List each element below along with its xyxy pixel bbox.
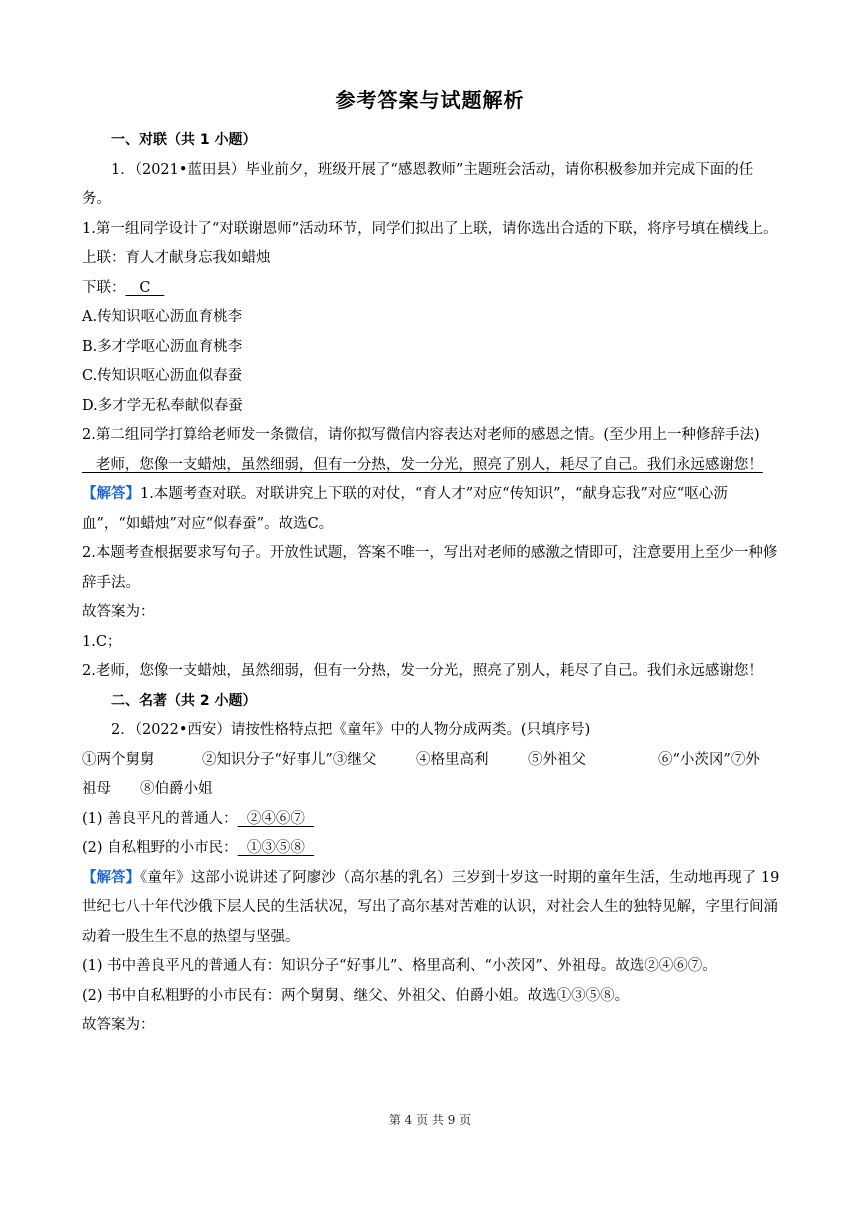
question-2-stem: 2．（2022•西安）请按性格特点把《童年》中的人物分成两类。(只填序号) xyxy=(111,722,591,738)
document-body xyxy=(82,126,780,1041)
analysis-2: 2.本题考查根据要求写句子。开放性试题，答案不唯一，写出对老师的感激之情即可，注意要用上至少一种修辞手法。 xyxy=(82,545,778,591)
group-2-answer: ①③⑤⑧ xyxy=(237,840,315,856)
option-d: D.多才学无私奉献似春蚕 xyxy=(82,397,243,414)
analysis-tag: 【解答】 xyxy=(82,869,140,886)
character-item: ⑤外祖父 xyxy=(528,751,586,768)
group-1 xyxy=(82,805,780,835)
answer-intro-1: 故答案为： xyxy=(82,604,155,620)
analysis-q2 xyxy=(82,864,780,953)
question-1-sub2: 2.第二组同学打算给老师发一条微信，请你拟写微信内容表达对老师的感恩之情。(至少用上一种修辞手法) xyxy=(82,427,760,443)
analysis-q2-text: 《童年》这部小说讲述了阿廖沙（高尔基的乳名）三岁到十岁这一时期的童年生活，生动地再现了 19 世纪七八十年代沙俄下层人民的生活状况，写出了高尔基对苦难的认识，对社会人生的独特见解，字里行间涌动着一股生生不息的热望与坚强。 xyxy=(82,869,780,945)
option-b: B.多才学呕心沥血育桃李 xyxy=(82,338,243,355)
analysis-tag: 【解答】 xyxy=(82,486,140,502)
answer-1: 1.C； xyxy=(82,633,122,650)
character-item: ②知识分子“好事儿”③继父 xyxy=(202,751,377,768)
page-title: 参考答案与试题解析 xyxy=(335,88,525,112)
option-a: A.传知识呕心沥血育桃李 xyxy=(82,309,243,325)
group-2 xyxy=(82,834,780,864)
question-1-sub1: 1.第一组同学设计了“对联谢恩师”活动环节，同学们拟出了上联，请你选出合适的下联，将序号填在横线上。 xyxy=(82,220,778,237)
analysis-1-text: 1.本题考查对联。对联讲究上下联的对仗，“育人才”对应“传知识”，“献身忘我”对应“呕心沥血”，“如蜡烛”对应“似春蚕”。故选C。 xyxy=(82,486,728,532)
character-list xyxy=(82,746,780,776)
section-heading-couplet: 一、对联（共 1 小题） xyxy=(111,132,257,148)
analysis-q2-p2: (2) 书中自私粗野的小市民有：两个舅舅、继父、外祖父、伯爵小姐。故选①③⑤⑧。 xyxy=(82,987,630,1004)
answer-2: 2.老师，您像一支蜡烛，虽然细弱，但有一分热，发一分光，照亮了别人，耗尽了自己。我们永远感谢您！ xyxy=(82,663,763,679)
lower-couplet-answer: C xyxy=(125,279,165,296)
group-1-label: (1) 善良平凡的普通人： xyxy=(82,810,238,827)
group-1-answer: ②④⑥⑦ xyxy=(237,810,315,827)
question-1-stem: 1．（2021•蓝田县）毕业前夕，班级开展了“感恩教师”主题班会活动，请你积极参加并完成下面的任务。 xyxy=(82,161,754,207)
wechat-answer: 老师，您像一支蜡烛，虽然细弱，但有一分热，发一分光，照亮了别人，耗尽了自己。我们永远感谢您！ xyxy=(82,456,763,473)
answer-intro-2: 故答案为： xyxy=(82,1017,155,1033)
analysis-q2-p1: (1) 书中善良平凡的普通人有：知识分子“好事儿”、格里高利、“小茨冈”、外祖母。故选②④⑥⑦。 xyxy=(82,958,717,974)
page-footer: 第 4 页 共 9 页 xyxy=(388,1113,472,1127)
group-2-label: (2) 自私粗野的小市民： xyxy=(82,840,238,856)
analysis-1 xyxy=(82,480,780,539)
lower-couplet xyxy=(82,274,780,304)
character-item: ⑥“小茨冈”⑦外 xyxy=(658,751,760,768)
character-item: ①两个舅舅 xyxy=(82,751,155,768)
upper-couplet: 上联：育人才献身忘我如蜡烛 xyxy=(82,250,271,266)
character-list-cont: 祖母 ⑧伯爵小姐 xyxy=(82,781,213,797)
lower-couplet-label: 下联： xyxy=(82,279,126,296)
option-c: C.传知识呕心沥血似春蚕 xyxy=(82,368,243,384)
character-item: ④格里高利 xyxy=(416,751,489,768)
section-heading-classics: 二、名著（共 2 小题） xyxy=(111,692,257,709)
